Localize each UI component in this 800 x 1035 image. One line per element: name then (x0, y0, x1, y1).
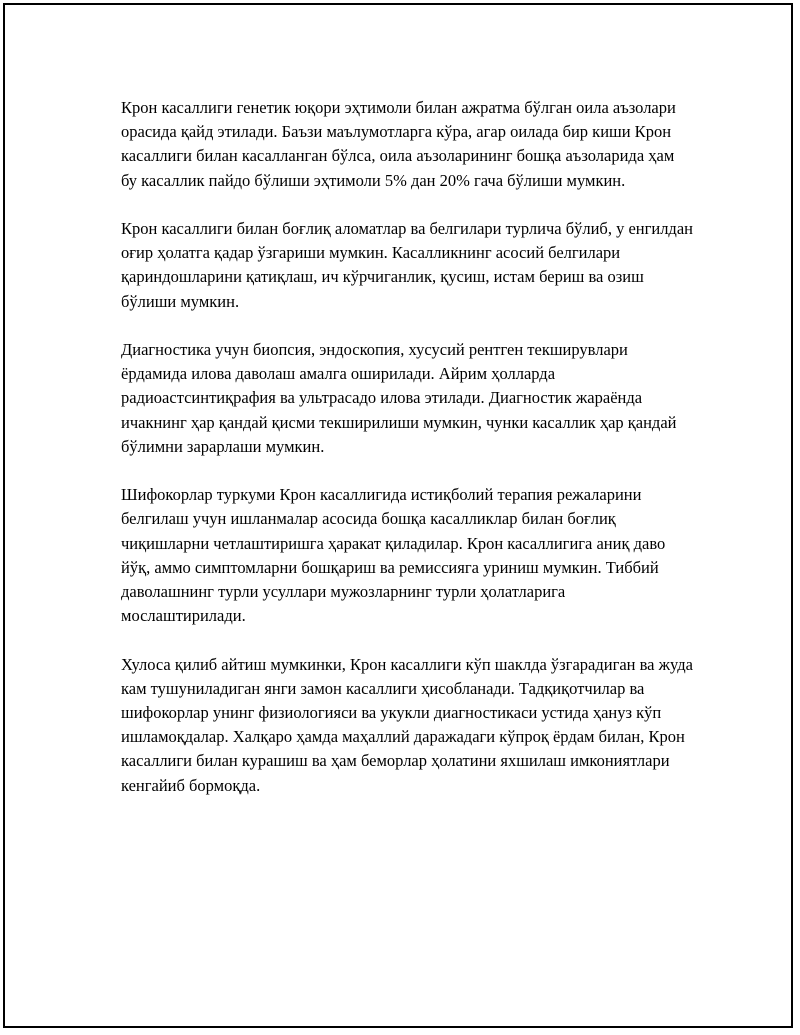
paragraph-conclusion: Хулоса қилиб айтиш мумкинки, Крон касаллиги кўп шаклда ўзгарадиган ва жуда кам тушуниладиган янги замон касаллиги ҳисобланади. Тадқиқотчилар ва шифокорлар унинг физиологияси ва укукли диагностикаси устида ҳануз кўп ишламоқдалар. Халқаро ҳамда маҳаллий даражадаги кўпроқ ёрдам билан, Крон касаллиги билан курашиш ва ҳам беморлар ҳолатини яхшилаш имкониятлари кенгайиб бормоқда. (121, 654, 693, 795)
document-body (121, 96, 693, 822)
paragraph-treatment: Шифокорлар туркуми Крон касаллигида истиқболий терапия режаларини белгилаш учун ишланмалар асосида бошқа касалликлар билан боғлиқ чиқишларни четлаштиришга ҳаракат қиладилар. Крон касаллигига аниқ даво йўқ, аммо симптомларни бошқариш ва ремиссияга уриниш мумкин. Тиббий даволашнинг турли усуллари мужозларнинг турли ҳолатларига мослаштирилади. (121, 485, 666, 626)
paragraph-heredity: Крон касаллиги генетик юқори эҳтимоли билан ажратма бўлган оила аъзолари орасида қайд этилади. Баъзи маълумотларга кўра, агар оилада бир киши Крон касаллиги билан касалланган бўлса, оила аъзоларининг бошқа аъзоларида ҳам бу касаллик пайдо бўлиши эҳтимоли 5% дан 20% гача бўлиши мумкин. (121, 98, 676, 190)
paragraph-diagnostics: Диагностика учун биопсия, эндоскопия, хусусий рентген текширувлари ёрдамида илова даволаш амалга оширилади. Айрим ҳолларда радиоастсинтиқрафия ва ультрасадо илова этилади. Диагностик жараёнда ичакнинг ҳар қандай қисми текширилиши мумкин, чунки касаллик ҳар қандай бўлимни зарарлаши мумкин. (121, 340, 677, 456)
document-page (3, 3, 793, 1028)
paragraph-symptoms: Крон касаллиги билан боғлиқ аломатлар ва белгилари турлича бўлиб, у енгилдан оғир ҳолатга қадар ўзгариши мумкин. Касалликнинг асосий белгилари қариндошларини қатиқлаш, ич кўрчиганлик, қусиш, истам бериш ва озиш бўлиши мумкин. (121, 219, 693, 311)
